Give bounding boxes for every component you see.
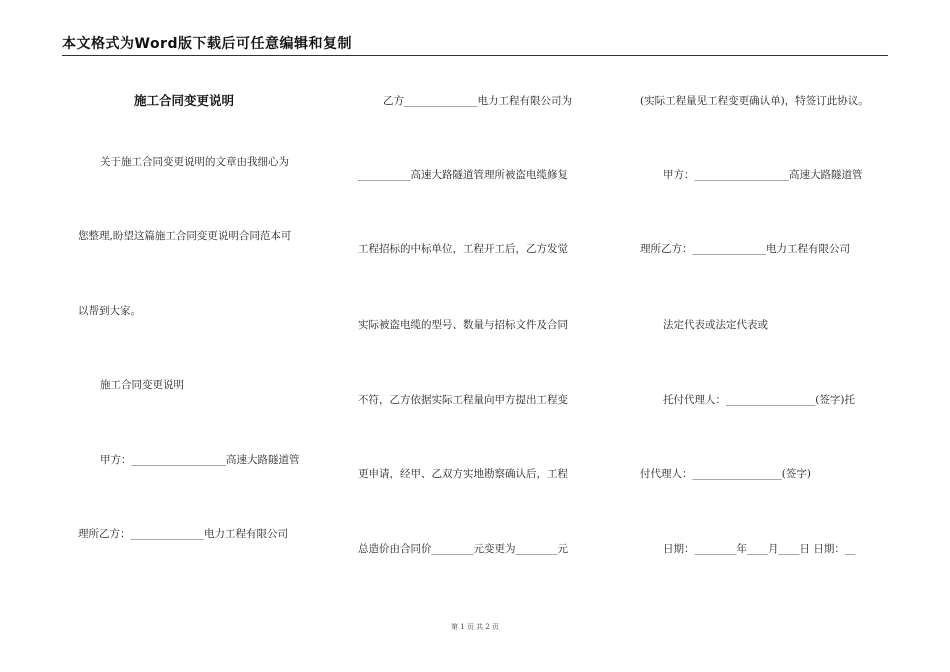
header-title: 本文格式为Word版下载后可任意编辑和复制 [62, 36, 352, 52]
document-title: 施工合同变更说明 [134, 93, 235, 108]
party-b-line: 理所乙方：______________电力工程有限公司 [640, 243, 850, 255]
paragraph-line: __________高速大路隧道管理所被盗电缆修复 [358, 169, 568, 181]
paragraph-line: 总造价由合同价________元变更为________元 [358, 543, 568, 555]
paragraph-line: 工程招标的中标单位，工程开工后，乙方发觉 [358, 243, 568, 255]
party-a-line: 甲方：__________________高速大路隧道管 [100, 454, 300, 466]
document-header [62, 33, 888, 56]
section-heading: 施工合同变更说明 [100, 379, 184, 391]
paragraph-line: 实际被盗电缆的型号、数量与招标文件及合同 [358, 319, 568, 331]
party-b-line: 理所乙方：______________电力工程有限公司 [78, 528, 288, 540]
party-a-line: 甲方：__________________高速大路隧道管 [663, 169, 863, 181]
paragraph-line: 不符，乙方依据实际工程量向甲方提出工程变 [358, 394, 568, 406]
agent-signature-line: 付代理人：_________________(签字) [640, 468, 811, 480]
page-number: 第 1 页 共 2 页 [450, 623, 500, 631]
representative-line: 法定代表或法定代表或 [663, 319, 768, 331]
paragraph-line: 更申请，经甲、乙双方实地勘察确认后，工程 [358, 468, 568, 480]
paragraph-line: 您整理,盼望这篇施工合同变更说明合同范本可 [78, 230, 292, 242]
paragraph-line: 关于施工合同变更说明的文章由我细心为 [100, 156, 289, 168]
paragraph-line: 乙方______________电力工程有限公司为 [383, 95, 572, 107]
paragraph-line: 以帮到大家。 [78, 305, 141, 317]
agent-signature-line: 托付代理人：_________________(签字)托 [663, 394, 855, 406]
paragraph-line: (实际工程量见工程变更确认单)，特签订此协议。 [640, 95, 869, 107]
date-line: 日期：________年____月____日 日期：__ [663, 543, 856, 555]
